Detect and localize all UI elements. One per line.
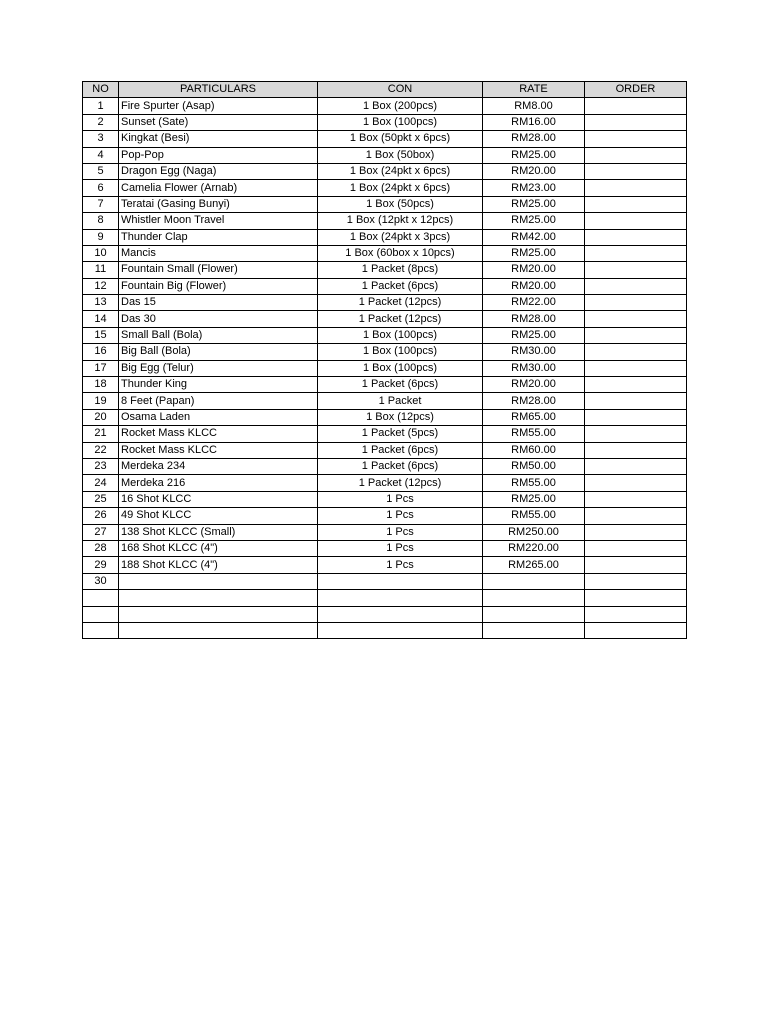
table-row [83,622,687,638]
table-row [83,295,687,311]
cell-order[interactable] [585,360,687,376]
cell-particulars: Big Egg (Telur) [119,360,318,376]
cell-rate: RM50.00 [483,458,585,474]
cell-particulars: Sunset (Sate) [119,114,318,130]
table-row [83,393,687,409]
cell-no: 22 [83,442,119,458]
table-row [83,426,687,442]
cell-rate: RM28.00 [483,311,585,327]
cell-con [318,606,483,622]
cell-no: 26 [83,508,119,524]
cell-con: 1 Packet [318,393,483,409]
cell-con: 1 Box (100pcs) [318,114,483,130]
cell-con: 1 Box (100pcs) [318,344,483,360]
cell-no: 15 [83,327,119,343]
cell-order[interactable] [585,229,687,245]
cell-order[interactable] [585,114,687,130]
cell-order[interactable] [585,344,687,360]
cell-rate: RM60.00 [483,442,585,458]
cell-particulars: Osama Laden [119,409,318,425]
cell-particulars [119,622,318,638]
cell-rate [483,622,585,638]
cell-con: 1 Pcs [318,540,483,556]
header-no: NO [83,82,119,98]
cell-no [83,606,119,622]
cell-rate [483,573,585,589]
cell-con: 1 Packet (6pcs) [318,377,483,393]
cell-order[interactable] [585,98,687,114]
cell-no [83,622,119,638]
cell-no: 12 [83,278,119,294]
cell-con [318,573,483,589]
cell-con: 1 Pcs [318,524,483,540]
cell-particulars: Rocket Mass KLCC [119,426,318,442]
cell-order[interactable] [585,524,687,540]
cell-no: 11 [83,262,119,278]
cell-particulars: Big Ball (Bola) [119,344,318,360]
cell-order[interactable] [585,606,687,622]
cell-con: 1 Packet (6pcs) [318,458,483,474]
cell-rate: RM28.00 [483,393,585,409]
cell-con: 1 Box (12pcs) [318,409,483,425]
cell-con: 1 Box (60box x 10pcs) [318,245,483,261]
cell-rate: RM23.00 [483,180,585,196]
cell-rate: RM20.00 [483,278,585,294]
cell-rate: RM16.00 [483,114,585,130]
cell-rate: RM65.00 [483,409,585,425]
cell-order[interactable] [585,327,687,343]
table-row [83,458,687,474]
cell-rate: RM30.00 [483,360,585,376]
cell-order[interactable] [585,458,687,474]
table-row [83,147,687,163]
cell-rate: RM28.00 [483,131,585,147]
cell-con: 1 Packet (12pcs) [318,311,483,327]
cell-order[interactable] [585,540,687,556]
cell-order[interactable] [585,590,687,606]
cell-rate: RM25.00 [483,196,585,212]
cell-rate: RM55.00 [483,426,585,442]
table-header-row [83,82,687,98]
table-row [83,573,687,589]
cell-no: 25 [83,491,119,507]
header-order: ORDER [585,82,687,98]
cell-particulars: Fountain Small (Flower) [119,262,318,278]
table-row [83,311,687,327]
cell-rate: RM220.00 [483,540,585,556]
table-row [83,278,687,294]
cell-order[interactable] [585,311,687,327]
cell-con: 1 Box (24pkt x 3pcs) [318,229,483,245]
cell-rate: RM25.00 [483,491,585,507]
cell-particulars: Thunder King [119,377,318,393]
cell-no: 1 [83,98,119,114]
table-row [83,163,687,179]
cell-no: 10 [83,245,119,261]
cell-no: 7 [83,196,119,212]
cell-rate: RM30.00 [483,344,585,360]
table-row [83,557,687,573]
cell-particulars [119,590,318,606]
cell-con: 1 Pcs [318,491,483,507]
table-row [83,196,687,212]
cell-con: 1 Box (50box) [318,147,483,163]
cell-order[interactable] [585,163,687,179]
cell-order[interactable] [585,491,687,507]
cell-order[interactable] [585,475,687,491]
cell-rate: RM250.00 [483,524,585,540]
cell-particulars: Das 30 [119,311,318,327]
cell-particulars: Dragon Egg (Naga) [119,163,318,179]
cell-rate: RM8.00 [483,98,585,114]
table-row [83,508,687,524]
table-row [83,475,687,491]
price-list-sheet [82,81,686,639]
cell-no: 14 [83,311,119,327]
cell-con: 1 Packet (5pcs) [318,426,483,442]
table-row [83,360,687,376]
cell-con: 1 Box (50pcs) [318,196,483,212]
cell-no: 24 [83,475,119,491]
cell-particulars: Teratai (Gasing Bunyi) [119,196,318,212]
cell-no: 13 [83,295,119,311]
cell-con: 1 Box (100pcs) [318,327,483,343]
header-particulars: PARTICULARS [119,82,318,98]
cell-rate: RM20.00 [483,262,585,278]
cell-particulars: Camelia Flower (Arnab) [119,180,318,196]
cell-order[interactable] [585,196,687,212]
cell-no: 21 [83,426,119,442]
cell-order[interactable] [585,147,687,163]
cell-particulars [119,573,318,589]
table-row [83,377,687,393]
cell-no [83,590,119,606]
cell-con: 1 Box (24pkt x 6pcs) [318,180,483,196]
cell-particulars: Merdeka 234 [119,458,318,474]
cell-con: 1 Packet (12pcs) [318,295,483,311]
cell-rate: RM25.00 [483,147,585,163]
cell-con [318,622,483,638]
table-row [83,606,687,622]
cell-con: 1 Box (12pkt x 12pcs) [318,213,483,229]
cell-order[interactable] [585,622,687,638]
cell-no: 20 [83,409,119,425]
cell-rate: RM25.00 [483,327,585,343]
table-row [83,262,687,278]
cell-rate: RM25.00 [483,213,585,229]
header-con: CON [318,82,483,98]
cell-con: 1 Pcs [318,557,483,573]
cell-con: 1 Box (24pkt x 6pcs) [318,163,483,179]
cell-particulars: 8 Feet (Papan) [119,393,318,409]
cell-con: 1 Packet (6pcs) [318,442,483,458]
cell-order[interactable] [585,278,687,294]
cell-particulars: Thunder Clap [119,229,318,245]
cell-rate: RM55.00 [483,508,585,524]
cell-particulars: Small Ball (Bola) [119,327,318,343]
header-rate: RATE [483,82,585,98]
cell-particulars: Merdeka 216 [119,475,318,491]
table-row [83,114,687,130]
cell-order[interactable] [585,213,687,229]
cell-con: 1 Box (200pcs) [318,98,483,114]
cell-rate: RM265.00 [483,557,585,573]
cell-particulars: Kingkat (Besi) [119,131,318,147]
table-row [83,131,687,147]
table-row [83,213,687,229]
cell-no: 27 [83,524,119,540]
cell-order[interactable] [585,573,687,589]
cell-no: 16 [83,344,119,360]
cell-rate: RM42.00 [483,229,585,245]
cell-no: 9 [83,229,119,245]
table-row [83,344,687,360]
cell-particulars: 49 Shot KLCC [119,508,318,524]
table-row [83,540,687,556]
cell-order[interactable] [585,442,687,458]
cell-rate: RM55.00 [483,475,585,491]
table-body [83,98,687,639]
cell-con: 1 Box (100pcs) [318,360,483,376]
cell-no: 29 [83,557,119,573]
cell-order[interactable] [585,131,687,147]
cell-no: 18 [83,377,119,393]
table-row [83,245,687,261]
cell-rate: RM22.00 [483,295,585,311]
table-row [83,409,687,425]
cell-con [318,590,483,606]
cell-particulars: 188 Shot KLCC (4") [119,557,318,573]
cell-particulars: 138 Shot KLCC (Small) [119,524,318,540]
table-row [83,524,687,540]
cell-no: 8 [83,213,119,229]
cell-no: 30 [83,573,119,589]
cell-no: 3 [83,131,119,147]
table-row [83,98,687,114]
cell-order[interactable] [585,409,687,425]
cell-no: 28 [83,540,119,556]
cell-particulars: 16 Shot KLCC [119,491,318,507]
cell-particulars: Mancis [119,245,318,261]
cell-particulars [119,606,318,622]
cell-order[interactable] [585,426,687,442]
cell-order[interactable] [585,295,687,311]
cell-no: 6 [83,180,119,196]
cell-rate: RM25.00 [483,245,585,261]
cell-particulars: Whistler Moon Travel [119,213,318,229]
table-row [83,180,687,196]
cell-con: 1 Packet (8pcs) [318,262,483,278]
cell-con: 1 Pcs [318,508,483,524]
table-row [83,491,687,507]
cell-rate [483,590,585,606]
table-row [83,442,687,458]
table-row [83,590,687,606]
cell-no: 4 [83,147,119,163]
cell-order[interactable] [585,393,687,409]
cell-con: 1 Packet (12pcs) [318,475,483,491]
table-row [83,327,687,343]
cell-particulars: Das 15 [119,295,318,311]
cell-no: 23 [83,458,119,474]
cell-no: 5 [83,163,119,179]
cell-particulars: Pop-Pop [119,147,318,163]
cell-con: 1 Box (50pkt x 6pcs) [318,131,483,147]
cell-order[interactable] [585,557,687,573]
cell-order[interactable] [585,180,687,196]
cell-rate [483,606,585,622]
cell-particulars: 168 Shot KLCC (4") [119,540,318,556]
cell-order[interactable] [585,508,687,524]
cell-rate: RM20.00 [483,163,585,179]
cell-particulars: Fire Spurter (Asap) [119,98,318,114]
cell-no: 2 [83,114,119,130]
cell-order[interactable] [585,377,687,393]
cell-particulars: Rocket Mass KLCC [119,442,318,458]
cell-rate: RM20.00 [483,377,585,393]
cell-particulars: Fountain Big (Flower) [119,278,318,294]
cell-order[interactable] [585,262,687,278]
cell-no: 19 [83,393,119,409]
price-list-table [82,81,687,639]
cell-no: 17 [83,360,119,376]
table-row [83,229,687,245]
cell-order[interactable] [585,245,687,261]
cell-con: 1 Packet (6pcs) [318,278,483,294]
